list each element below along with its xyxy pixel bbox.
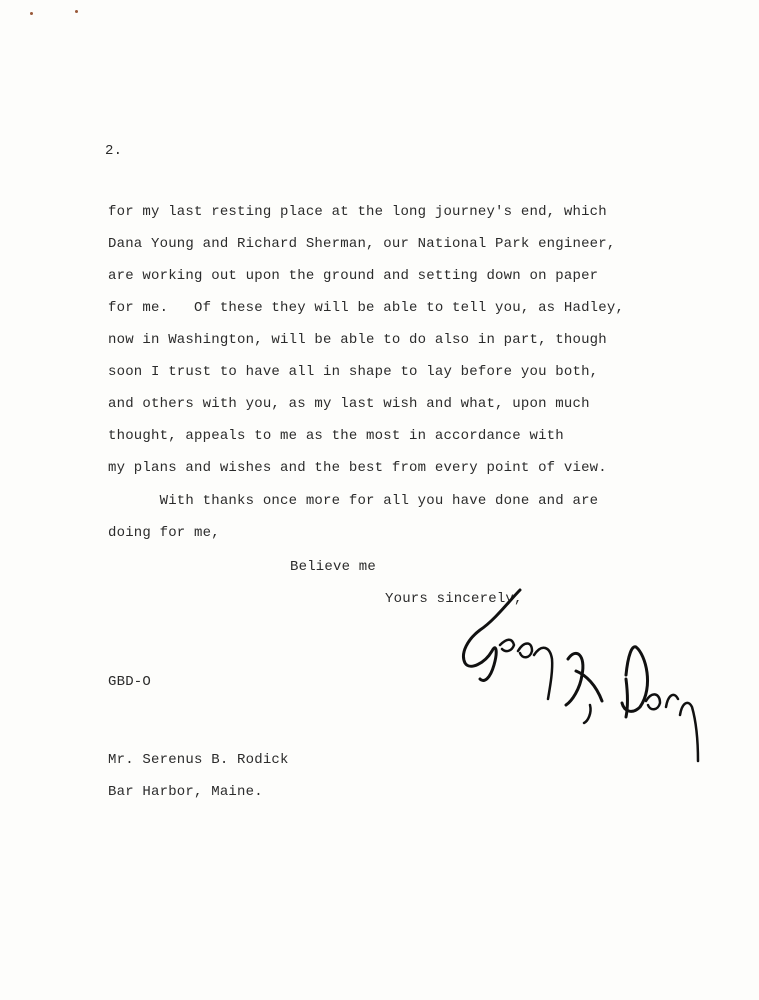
- body-line-6: soon I trust to have all in shape to lay before you both,: [108, 364, 599, 380]
- body-line-3: are working out upon the ground and setting down on paper: [108, 268, 599, 284]
- page-number: 2.: [105, 143, 123, 159]
- body-line-5: now in Washington, will be able to do also in part, though: [108, 332, 607, 348]
- closing-yours-sincerely: Yours sincerely,: [385, 591, 523, 607]
- typist-initials: GBD-O: [108, 674, 152, 690]
- body-line-9: my plans and wishes and the best from every point of view.: [108, 460, 607, 476]
- body-line-10: With thanks once more for all you have done and are: [108, 493, 599, 509]
- body-line-4: for me. Of these they will be able to tell you, as Hadley,: [108, 300, 625, 316]
- paper-speck: [75, 10, 78, 13]
- handwritten-signature: [440, 575, 710, 790]
- body-line-8: thought, appeals to me as the most in accordance with: [108, 428, 564, 444]
- recipient-name: Mr. Serenus B. Rodick: [108, 752, 289, 768]
- body-line-7: and others with you, as my last wish and what, upon much: [108, 396, 590, 412]
- recipient-address: Bar Harbor, Maine.: [108, 784, 263, 800]
- body-line-11: doing for me,: [108, 525, 220, 541]
- paper-speck: [30, 12, 33, 15]
- body-line-1: for my last resting place at the long journey's end, which: [108, 204, 607, 220]
- closing-believe-me: Believe me: [290, 559, 377, 575]
- body-line-2: Dana Young and Richard Sherman, our National Park engineer,: [108, 236, 616, 252]
